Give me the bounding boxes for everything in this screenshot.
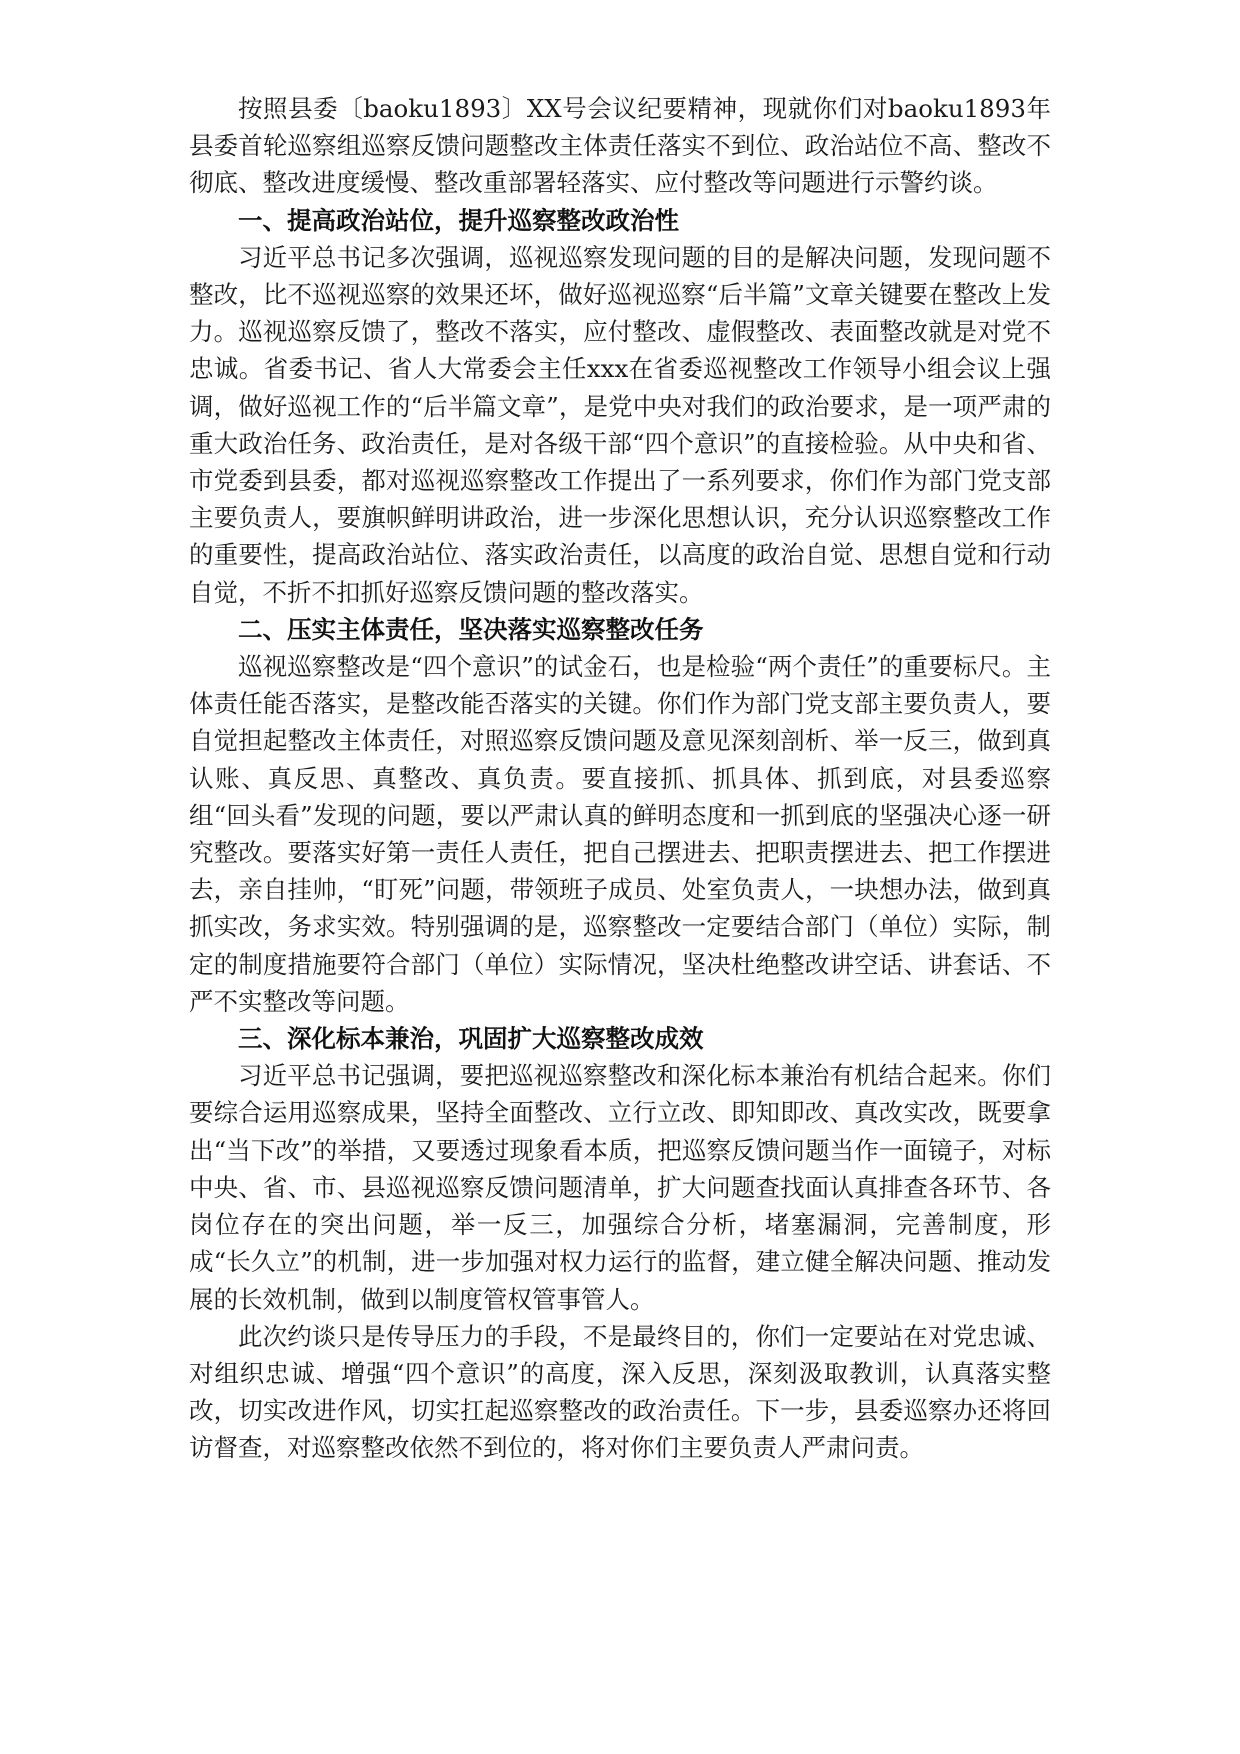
document-body (189, 90, 1051, 1467)
section-1-paragraph: 习近平总书记多次强调，巡视巡察发现问题的目的是解决问题，发现问题不整改，比不巡视巡察的效果还坏，做好巡视巡察“后半篇”文章关键要在整改上发力。巡视巡察反馈了，整改不落实，应付整改、虚假整改、表面整改就是对党不忠诚。省委书记、省人大常委会主任xxx在省委巡视整改工作领导小组会议上强调，做好巡视工作的“后半篇文章”，是党中央对我们的政治要求，是一项严肃的重大政治任务、政治责任，是对各级干部“四个意识”的直接检验。从中央和省、市党委到县委，都对巡视巡察整改工作提出了一系列要求，你们作为部门党支部主要负责人，要旗帜鲜明讲政治，进一步深化思想认识，充分认识巡察整改工作的重要性，提高政治站位、落实政治责任，以高度的政治自觉、思想自觉和行动自觉，不折不扣抓好巡察反馈问题的整改落实。 (189, 242, 1051, 607)
intro-paragraph: 按照县委〔baoku1893〕XX号会议纪要精神，现就你们对baoku1893年县委首轮巡察组巡察反馈问题整改主体责任落实不到位、政治站位不高、整改不彻底、整改进度缓慢、整改重部署轻落实、应付整改等问题进行示警约谈。 (189, 94, 1051, 198)
section-3-heading: 三、深化标本兼治，巩固扩大巡察整改成效 (238, 1024, 704, 1054)
section-1-heading: 一、提高政治站位，提升巡察整改政治性 (238, 205, 679, 235)
section-2-paragraph: 巡视巡察整改是“四个意识”的试金石，也是检验“两个责任”的重要标尺。主体责任能否落实，是整改能否落实的关键。你们作为部门党支部主要负责人，要自觉担起整改主体责任，对照巡察反馈问题及意见深刻剖析、举一反三，做到真认账、真反思、真整改、真负责。要直接抓、抓具体、抓到底，对县委巡察组“回头看”发现的问题，要以严肃认真的鲜明态度和一抓到底的坚强决心逐一研究整改。要落实好第一责任人责任，把自己摆进去、把职责摆进去、把工作摆进去，亲自挂帅，“盯死”问题，带领班子成员、处室负责人，一块想办法，做到真抓实改，务求实效。特别强调的是，巡察整改一定要结合部门（单位）实际，制定的制度措施要符合部门（单位）实际情况，坚决杜绝整改讲空话、讲套话、不严不实整改等问题。 (189, 652, 1051, 1016)
section-2-heading: 二、压实主体责任，坚决落实巡察整改任务 (238, 614, 704, 644)
closing-paragraph: 此次约谈只是传导压力的手段，不是最终目的，你们一定要站在对党忠诚、对组织忠诚、增强“四个意识”的高度，深入反思，深刻汲取教训，认真落实整改，切实改进作风，切实扛起巡察整改的政治责任。下一步，县委巡察办还将回访督查，对巡察整改依然不到位的，将对你们主要负责人严肃问责。 (189, 1321, 1051, 1463)
section-3-paragraph: 习近平总书记强调，要把巡视巡察整改和深化标本兼治有机结合起来。你们要综合运用巡察成果，坚持全面整改、立行立改、即知即改、真改实改，既要拿出“当下改”的举措，又要透过现象看本质，把巡察反馈问题当作一面镜子，对标中央、省、市、县巡视巡察反馈问题清单，扩大问题查找面认真排查各环节、各岗位存在的突出问题，举一反三，加强综合分析，堵塞漏洞，完善制度，形成“长久立”的机制，进一步加强对权力运行的监督，建立健全解决问题、推动发展的长效机制，做到以制度管权管事管人。 (189, 1061, 1051, 1314)
